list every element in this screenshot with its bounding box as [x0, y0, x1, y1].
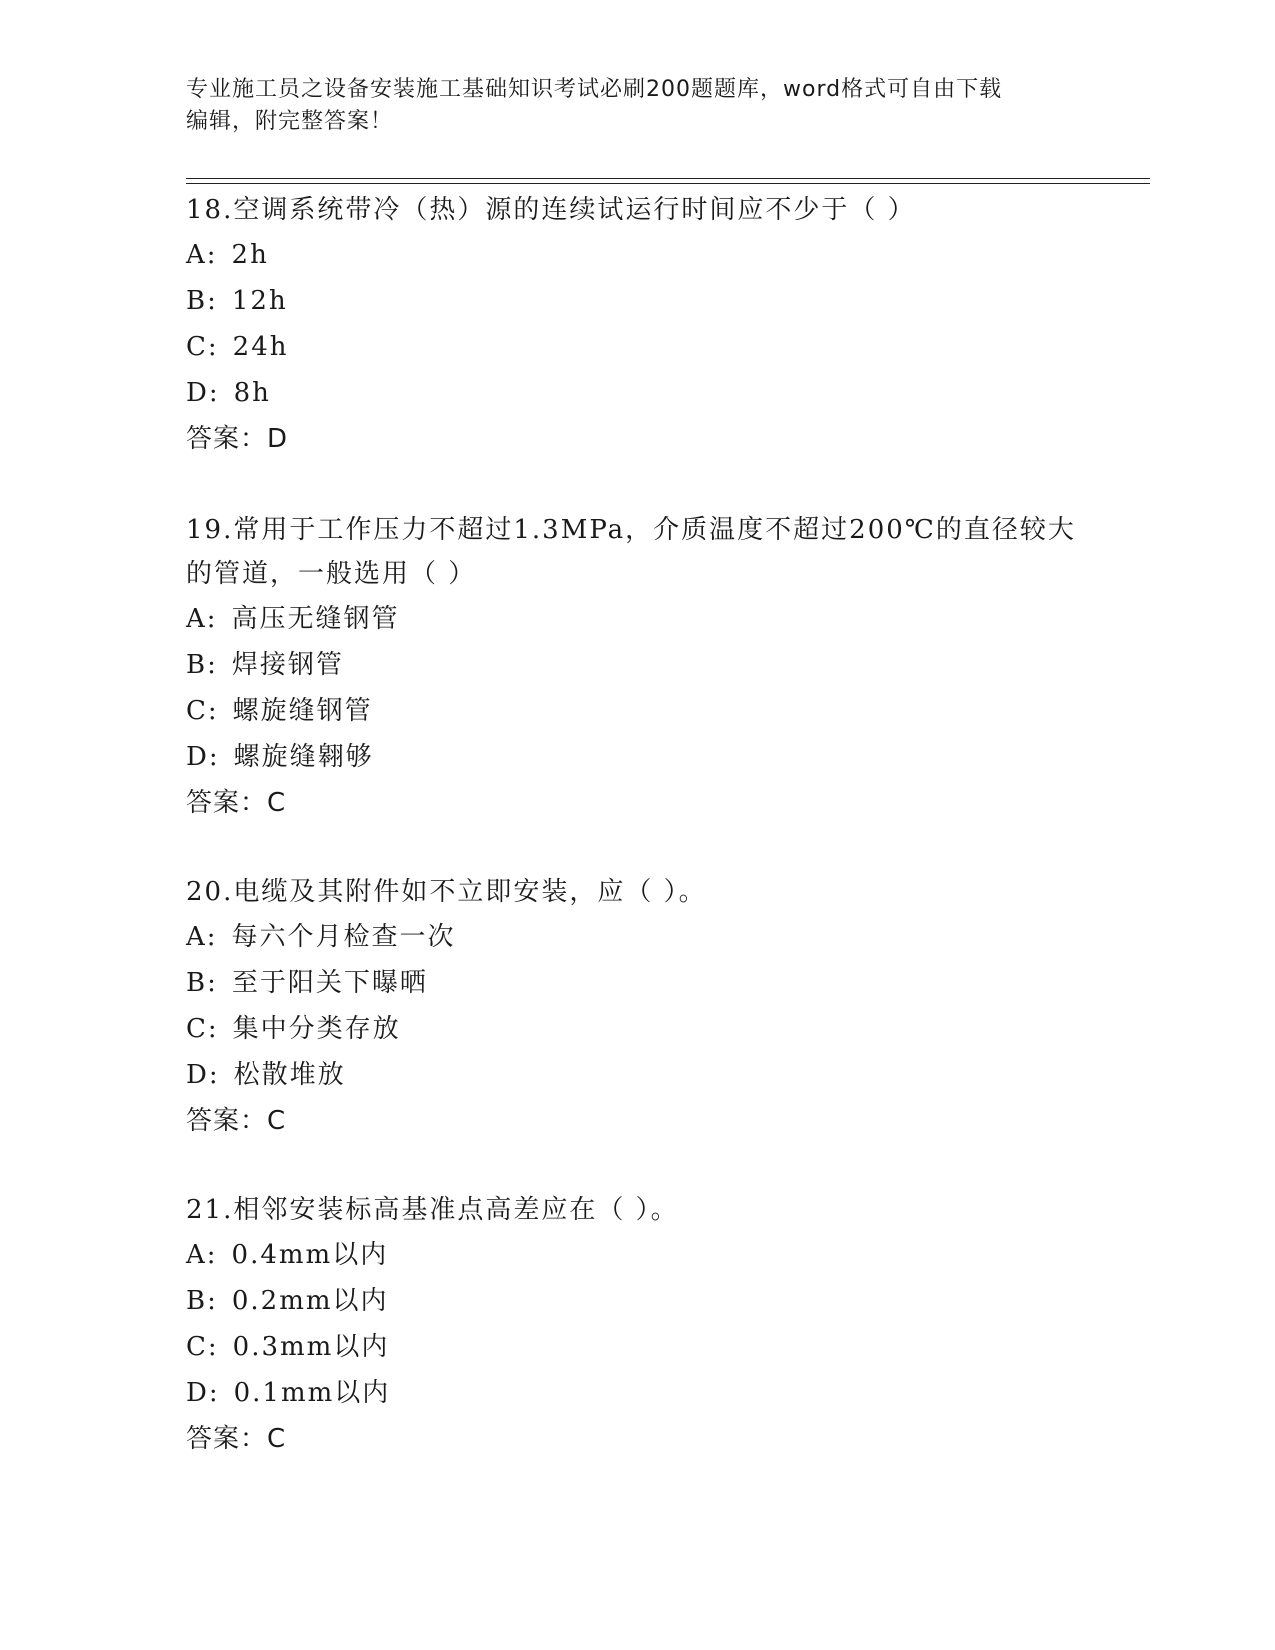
- answer-line: 答案：D: [186, 424, 289, 454]
- option-text: 集中分类存放: [232, 1014, 401, 1044]
- option-letter: C:: [186, 696, 219, 726]
- question-19: [186, 508, 1086, 826]
- option-letter: A:: [186, 240, 218, 270]
- option-text: 螺旋缝钢管: [232, 696, 373, 726]
- option-letter: B:: [186, 968, 218, 998]
- answer-line: 答案：C: [186, 1106, 287, 1136]
- option-text: 至于阳关下曝晒: [231, 968, 428, 998]
- option-letter: C:: [186, 1014, 219, 1044]
- option-b: [186, 960, 1086, 1006]
- option-b: [186, 1278, 1086, 1324]
- header-divider-bottom: [186, 183, 1150, 184]
- option-text: 24h: [232, 332, 289, 362]
- option-c: [186, 688, 1086, 734]
- option-a: [186, 1232, 1086, 1278]
- option-letter: C:: [186, 332, 219, 362]
- option-a: [186, 596, 1086, 642]
- option-letter: A:: [186, 604, 218, 634]
- option-text: 高压无缝钢管: [231, 604, 400, 634]
- option-letter: D:: [186, 742, 220, 772]
- answer-line: 答案：C: [186, 1424, 287, 1454]
- option-letter: A:: [186, 922, 218, 952]
- question-21: [186, 1188, 1086, 1462]
- question-stem: 21.相邻安装标高基准点高差应在（ ）。: [186, 1195, 679, 1225]
- option-letter: B:: [186, 1286, 218, 1316]
- option-d: [186, 370, 1086, 416]
- option-text: 0.3mm以内: [232, 1332, 390, 1362]
- option-letter: B:: [186, 286, 218, 316]
- question-stem: 20.电缆及其附件如不立即安装，应（ ）。: [186, 877, 707, 907]
- question-18: [186, 188, 1086, 462]
- header-line-1: 专业施工员之设备安装施工基础知识考试必刷200题题库，word格式可自由下载: [186, 77, 1003, 102]
- option-letter: C:: [186, 1332, 219, 1362]
- option-text: 焊接钢管: [231, 650, 344, 680]
- option-d: [186, 1370, 1086, 1416]
- question-stem: 18.空调系统带冷（热）源的连续试运行时间应不少于（ ）: [186, 195, 916, 225]
- option-text: 0.2mm以内: [231, 1286, 389, 1316]
- option-a: [186, 914, 1086, 960]
- option-text: 每六个月检查一次: [231, 922, 456, 952]
- option-d: [186, 1052, 1086, 1098]
- option-text: 12h: [231, 286, 288, 316]
- option-c: [186, 324, 1086, 370]
- option-c: [186, 1006, 1086, 1052]
- option-text: 8h: [233, 378, 271, 408]
- option-letter: A:: [186, 1240, 218, 1270]
- question-stem-line-2: 的管道，一般选用（ ）: [186, 559, 477, 589]
- option-letter: D:: [186, 1378, 220, 1408]
- option-c: [186, 1324, 1086, 1370]
- header-divider-top: [186, 178, 1150, 179]
- answer-line: 答案：C: [186, 788, 287, 818]
- option-b: [186, 642, 1086, 688]
- option-letter: B:: [186, 650, 218, 680]
- document-header: [186, 74, 1086, 138]
- option-text: 松散堆放: [233, 1060, 346, 1090]
- option-text: 0.4mm以内: [231, 1240, 389, 1270]
- option-d: [186, 734, 1086, 780]
- option-a: [186, 232, 1086, 278]
- question-20: [186, 870, 1086, 1144]
- option-text: 螺旋缝翱够: [233, 742, 374, 772]
- option-letter: D:: [186, 1060, 220, 1090]
- option-b: [186, 278, 1086, 324]
- option-text: 2h: [231, 240, 269, 270]
- option-letter: D:: [186, 378, 220, 408]
- header-line-2: 编辑，附完整答案！: [186, 109, 394, 134]
- option-text: 0.1mm以内: [233, 1378, 391, 1408]
- question-stem-line-1: 19.常用于工作压力不超过1.3MPa，介质温度不超过200℃的直径较大: [186, 515, 1076, 545]
